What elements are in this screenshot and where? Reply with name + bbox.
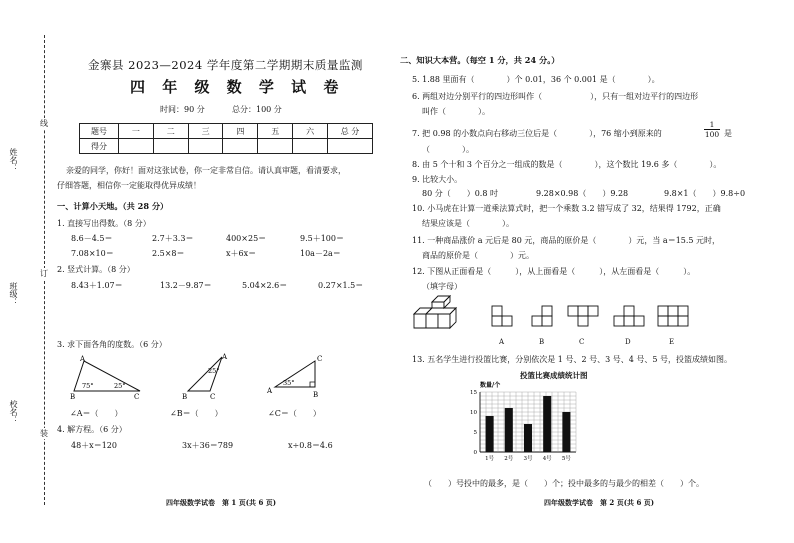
view-option-d: [612, 304, 646, 330]
q4-item: 48＋x＝120: [71, 441, 117, 450]
exam-total: 总分：100 分: [232, 105, 282, 114]
q9-item: 9.8×1（ ）9.8÷0: [664, 189, 746, 198]
score-blank[interactable]: [188, 139, 223, 154]
angle-answer-b[interactable]: ∠B＝（ ）: [170, 409, 223, 418]
angle-answer-a[interactable]: ∠A＝（ ）: [70, 409, 123, 418]
score-cell: 题号: [80, 124, 119, 139]
q2-item: 5.04×2.6＝: [242, 281, 288, 290]
q5: 5. 1.88 里面有（ ）个 0.01，36 个 0.001 是（ ）。: [412, 75, 660, 84]
chart-bar: [486, 416, 494, 452]
q1-item: 9.5＋100＝: [300, 234, 344, 243]
q1-item: 400×25＝: [226, 234, 267, 243]
q10-line2: 结果应该是（ ）。: [422, 219, 514, 228]
score-cell: 二: [153, 124, 188, 139]
q1-item: 10a－2a＝: [300, 249, 341, 258]
footer-left: 四年级数学试卷 第 1 页(共 6 页): [166, 498, 277, 507]
score-cell: 四: [223, 124, 258, 139]
tri1-vertex-a: A: [80, 355, 86, 363]
score-cell: 总 分: [328, 124, 373, 139]
tri3-angle-a: 35°: [283, 379, 295, 387]
triangle-2: [180, 353, 230, 401]
score-cell: 五: [258, 124, 293, 139]
intro-line1: 亲爱的同学，你好！面对这张试卷，你一定非常自信。请认真审题，看清要求，: [66, 166, 346, 175]
q4-title: 4. 解方程。（6 分）: [57, 425, 127, 434]
chart-x-tick-label: 4号: [542, 456, 552, 462]
chart-y-tick-label: 5: [473, 430, 477, 436]
chart-y-tick-label: 15: [470, 390, 477, 396]
option-letter-a: A: [499, 338, 505, 346]
chart-y-axis-label: 数量/个: [480, 382, 501, 389]
option-letter-b: B: [539, 338, 545, 346]
chart-bar: [505, 408, 513, 452]
q11-line1: 11. 一种商品涨价 a 元后是 80 元，商品的原价是（ ）元，当 a＝15.5 元时，: [412, 236, 721, 245]
q12-line1: 12. 下图从正面看是（ ），从上面看是（ ），从左面看是（ ）。: [412, 267, 696, 276]
q11-line2: 商品的原价是（ ）元。: [422, 251, 534, 260]
q7-fraction-denominator: 100: [704, 130, 720, 139]
exam-time: 时间：90 分: [160, 105, 205, 114]
triangle-1: [70, 355, 145, 401]
chart-x-tick-label: 2号: [504, 456, 514, 462]
score-table-header-row: [80, 124, 373, 139]
name-label: 姓名：: [9, 148, 18, 172]
q9-item: 9.28×0.98（ ）9.28: [536, 189, 629, 198]
school-label: 校名：: [9, 400, 18, 424]
q1-item: 2.7＋3.3＝: [152, 234, 194, 243]
footer-right: 四年级数学试卷 第 2 页(共 6 页): [544, 498, 655, 507]
tri2-angle-a: 25°: [208, 367, 220, 375]
tri1-vertex-c: C: [134, 393, 140, 401]
score-blank[interactable]: [328, 139, 373, 154]
binding-char-bind: 装: [40, 429, 48, 438]
q9: 9. 比较大小。: [412, 175, 463, 184]
q8: 8. 由 5 个十和 3 个百分之一组成的数是（ ），这个数比 19.6 多（ ）。: [412, 160, 722, 169]
score-table: [79, 123, 373, 154]
q4-item: 3x＋36＝789: [182, 441, 234, 450]
exam-title-line1: 金寨县 2023—2024 学年度第二学期期末质量监测: [88, 58, 363, 72]
q10-line1: 10. 小马虎在计算一道乘法算式时，把一个乘数 3.2 错写成了 32，结果得 1792，正确: [412, 204, 721, 213]
score-blank[interactable]: [119, 139, 154, 154]
q13-answer: （ ）号投中的最多，是（ ）个；投中最多的与最少的相差（ ）个。: [424, 479, 704, 488]
q7-line1: 7. 把 0.98 的小数点向右移动三位后是（ ），76 缩小到原来的: [412, 129, 662, 138]
option-letter-d: D: [625, 338, 631, 346]
view-option-b: [530, 304, 554, 330]
tri2-vertex-a: A: [222, 353, 228, 361]
q1-item: 2.5×8＝: [152, 249, 185, 258]
triangle-3: [265, 355, 325, 397]
q2-item: 0.27×1.5＝: [318, 281, 364, 290]
intro-line2: 仔细答题，相信你一定能取得优异成绩！: [57, 181, 201, 190]
q13: 13. 五名学生进行投篮比赛，分别依次是 1 号、2 号、3 号、4 号、5 号，投篮成绩如图。: [412, 355, 732, 364]
tri2-vertex-b: B: [182, 393, 188, 401]
q1-item: 7.08×10＝: [71, 249, 114, 258]
binding-char-order: 订: [40, 269, 48, 278]
binding-char-line: 线: [40, 119, 48, 128]
chart-title: 投篮比赛成绩统计图: [520, 371, 588, 380]
chart-bar: [524, 424, 532, 452]
score-cell: 三: [188, 124, 223, 139]
score-blank[interactable]: [293, 139, 328, 154]
basketball-score-chart: [460, 382, 590, 462]
q6-line1: 6. 两组对边分别平行的四边形叫作（ ），只有一组对边平行的四边形: [412, 92, 699, 101]
q7-line2: （ ）。: [422, 145, 474, 154]
q1-item: 8.6－4.5＝: [71, 234, 113, 243]
chart-x-tick-label: 3号: [523, 456, 533, 462]
score-table-score-row: [80, 139, 373, 154]
chart-ticks: [470, 390, 571, 462]
view-option-c: [566, 304, 600, 330]
chart-y-tick-label: 0: [473, 450, 477, 456]
tri3-vertex-a: A: [267, 387, 273, 395]
tri1-vertex-b: B: [70, 393, 76, 401]
q2-item: 13.2－9.87＝: [160, 281, 212, 290]
q7-fraction: [704, 120, 720, 139]
section2-title: 二、知识大本营。（每空 1 分，共 24 分。）: [400, 55, 560, 65]
q2-item: 8.43＋1.07＝: [71, 281, 123, 290]
exam-title-line2: 四 年 级 数 学 试 卷: [130, 78, 345, 96]
chart-bar: [562, 412, 570, 452]
class-label: 班级：: [9, 282, 18, 306]
score-blank[interactable]: [258, 139, 293, 154]
section1-title: 一、计算小天地。（共 28 分）: [57, 201, 169, 211]
score-cell: 六: [293, 124, 328, 139]
tri3-vertex-c: C: [317, 355, 323, 363]
tri1-angle-b: 75°: [82, 382, 94, 390]
q4-item: x÷0.8＝4.6: [288, 441, 333, 450]
chart-y-tick-label: 10: [470, 410, 477, 416]
q1-title: 1. 直接写出得数。（8 分）: [57, 219, 151, 228]
q7-is: 是: [724, 129, 732, 138]
q7-fraction-numerator: 1: [709, 120, 715, 129]
option-letter-c: C: [579, 338, 585, 346]
cube-stack-figure: [412, 300, 464, 332]
angle-answer-c[interactable]: ∠C＝（ ）: [268, 409, 321, 418]
q2-title: 2. 竖式计算。（8 分）: [57, 265, 135, 274]
view-option-e: [656, 304, 690, 330]
score-blank[interactable]: [153, 139, 188, 154]
q12-line2: （填字母）: [422, 282, 462, 291]
view-option-a: [490, 304, 514, 330]
q6-line2: 叫作（ ）。: [422, 107, 490, 116]
q9-item: 80 分（ ）0.8 吋: [422, 189, 498, 198]
option-letter-e: E: [669, 338, 675, 346]
chart-bar: [543, 396, 551, 452]
chart-x-tick-label: 1号: [485, 456, 495, 462]
tri2-vertex-c: C: [210, 393, 216, 401]
q3-title: 3. 求下面各角的度数。（6 分）: [57, 340, 167, 349]
tri1-angle-c: 25°: [114, 382, 126, 390]
score-cell: 得分: [80, 139, 119, 154]
tri3-vertex-b: B: [313, 391, 319, 399]
q1-item: x＋6x＝: [226, 249, 257, 258]
chart-x-tick-label: 5号: [561, 456, 571, 462]
score-cell: 一: [119, 124, 154, 139]
score-blank[interactable]: [223, 139, 258, 154]
